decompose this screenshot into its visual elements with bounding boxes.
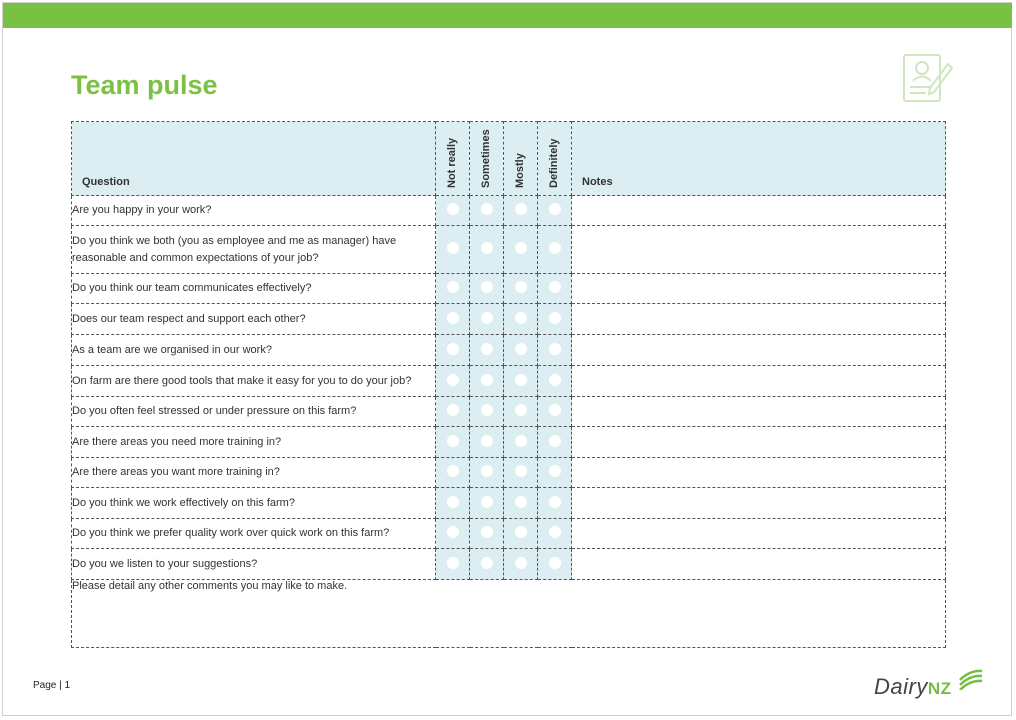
question-text: Are you happy in your work?: [72, 196, 436, 226]
mostly-radio[interactable]: [515, 281, 527, 293]
notes-cell[interactable]: [572, 196, 946, 226]
notes-cell[interactable]: [572, 366, 946, 397]
question-text: Do you think we work effectively on this farm?: [72, 488, 436, 519]
definitely-radio[interactable]: [549, 281, 561, 293]
mostly-radio[interactable]: [515, 343, 527, 355]
definitely-cell: [538, 458, 572, 488]
question-text: Do you think our team communicates effectively?: [72, 274, 436, 304]
mostly-radio[interactable]: [515, 465, 527, 477]
definitely-radio[interactable]: [549, 557, 561, 569]
definitely-radio[interactable]: [549, 496, 561, 508]
question-header: Question: [72, 122, 436, 196]
mostly-radio[interactable]: [515, 435, 527, 447]
not-really-cell: [436, 274, 470, 304]
definitely-cell: [538, 397, 572, 427]
table-row: [72, 335, 946, 366]
not-really-radio[interactable]: [447, 557, 459, 569]
not-really-cell: [436, 458, 470, 488]
notes-cell[interactable]: [572, 549, 946, 580]
definitely-radio[interactable]: [549, 203, 561, 215]
definitely-cell: [538, 549, 572, 580]
table-row: [72, 226, 946, 274]
notes-cell[interactable]: [572, 304, 946, 335]
not-really-cell: [436, 549, 470, 580]
page-label: Page |: [33, 680, 62, 691]
sometimes-radio[interactable]: [481, 526, 493, 538]
mostly-cell: [504, 304, 538, 335]
not-really-cell: [436, 366, 470, 397]
notes-cell[interactable]: [572, 226, 946, 274]
notes-cell[interactable]: [572, 427, 946, 458]
not-really-radio[interactable]: [447, 465, 459, 477]
notes-cell[interactable]: [572, 397, 946, 427]
document-person-icon: [900, 52, 956, 106]
not-really-radio[interactable]: [447, 312, 459, 324]
notes-cell[interactable]: [572, 458, 946, 488]
dairynz-logo: [874, 668, 986, 704]
sometimes-radio[interactable]: [481, 281, 493, 293]
definitely-radio[interactable]: [549, 404, 561, 416]
sometimes-radio[interactable]: [481, 312, 493, 324]
table-row: [72, 519, 946, 549]
sometimes-cell: [470, 397, 504, 427]
sometimes-cell: [470, 274, 504, 304]
definitely-radio[interactable]: [549, 312, 561, 324]
definitely-cell: [538, 519, 572, 549]
not-really-radio[interactable]: [447, 435, 459, 447]
sometimes-cell: [470, 549, 504, 580]
sometimes-radio[interactable]: [481, 496, 493, 508]
not-really-cell: [436, 519, 470, 549]
not-really-radio[interactable]: [447, 404, 459, 416]
question-text: Are there areas you need more training in?: [72, 427, 436, 458]
not-really-cell: [436, 397, 470, 427]
definitely-radio[interactable]: [549, 374, 561, 386]
notes-cell[interactable]: [572, 335, 946, 366]
table-row: [72, 304, 946, 335]
table-row: [72, 549, 946, 580]
mostly-radio[interactable]: [515, 557, 527, 569]
mostly-radio[interactable]: [515, 242, 527, 254]
mostly-cell: [504, 458, 538, 488]
logo-swoosh-icon: [958, 668, 984, 690]
definitely-cell: [538, 488, 572, 519]
sometimes-radio[interactable]: [481, 203, 493, 215]
mostly-cell: [504, 519, 538, 549]
sometimes-radio[interactable]: [481, 374, 493, 386]
question-text: Do you we listen to your suggestions?: [72, 549, 436, 580]
sometimes-radio[interactable]: [481, 435, 493, 447]
logo-text-accent: NZ: [927, 679, 952, 698]
mostly-cell: [504, 549, 538, 580]
sometimes-cell: [470, 226, 504, 274]
page-footer: [33, 680, 70, 691]
mostly-cell: [504, 366, 538, 397]
page-number: 1: [64, 680, 71, 691]
sometimes-radio[interactable]: [481, 465, 493, 477]
not-really-cell: [436, 196, 470, 226]
logo-text-main: Dairy: [874, 674, 928, 699]
not-really-radio[interactable]: [447, 281, 459, 293]
definitely-radio[interactable]: [549, 242, 561, 254]
sometimes-cell: [470, 196, 504, 226]
sometimes-radio[interactable]: [481, 557, 493, 569]
definitely-cell: [538, 226, 572, 274]
comments-row: [72, 580, 946, 648]
not-really-radio[interactable]: [447, 203, 459, 215]
mostly-cell: [504, 427, 538, 458]
not-really-cell: [436, 427, 470, 458]
not-really-radio[interactable]: [447, 526, 459, 538]
question-text: Do you often feel stressed or under pressure on this farm?: [72, 397, 436, 427]
question-text: Does our team respect and support each other?: [72, 304, 436, 335]
team-pulse-table: [71, 121, 946, 648]
notes-cell[interactable]: [572, 488, 946, 519]
mostly-cell: [504, 335, 538, 366]
definitely-cell: [538, 196, 572, 226]
sometimes-header: Sometimes: [470, 122, 504, 196]
sometimes-radio[interactable]: [481, 242, 493, 254]
mostly-cell: [504, 196, 538, 226]
question-text: As a team are we organised in our work?: [72, 335, 436, 366]
table-row: [72, 458, 946, 488]
mostly-cell: [504, 226, 538, 274]
comments-field[interactable]: [72, 580, 946, 648]
mostly-radio[interactable]: [515, 404, 527, 416]
table-row: [72, 427, 946, 458]
mostly-radio[interactable]: [515, 496, 527, 508]
sometimes-cell: [470, 304, 504, 335]
sometimes-cell: [470, 488, 504, 519]
sometimes-cell: [470, 335, 504, 366]
mostly-cell: [504, 274, 538, 304]
mostly-radio[interactable]: [515, 374, 527, 386]
not-really-cell: [436, 488, 470, 519]
table-header-row: [72, 122, 946, 196]
sometimes-cell: [470, 427, 504, 458]
not-really-cell: [436, 226, 470, 274]
not-really-radio[interactable]: [447, 242, 459, 254]
definitely-cell: [538, 274, 572, 304]
not-really-header: Not really: [436, 122, 470, 196]
not-really-cell: [436, 335, 470, 366]
definitely-cell: [538, 366, 572, 397]
table-row: [72, 366, 946, 397]
definitely-cell: [538, 427, 572, 458]
sometimes-radio[interactable]: [481, 343, 493, 355]
mostly-radio[interactable]: [515, 312, 527, 324]
table-row: [72, 397, 946, 427]
header-bar: [3, 3, 1012, 28]
sometimes-radio[interactable]: [481, 404, 493, 416]
definitely-cell: [538, 304, 572, 335]
table-row: [72, 274, 946, 304]
not-really-cell: [436, 304, 470, 335]
sometimes-cell: [470, 458, 504, 488]
question-text: Are there areas you want more training in?: [72, 458, 436, 488]
sometimes-cell: [470, 519, 504, 549]
mostly-header: Mostly: [504, 122, 538, 196]
not-really-radio[interactable]: [447, 374, 459, 386]
sometimes-cell: [470, 366, 504, 397]
definitely-header: Definitely: [538, 122, 572, 196]
definitely-cell: [538, 335, 572, 366]
table-row: [72, 196, 946, 226]
mostly-radio[interactable]: [515, 526, 527, 538]
question-text: Do you think we both (you as employee and me as manager) have reasonable and common expectations of your job?: [72, 226, 436, 274]
notes-cell[interactable]: [572, 274, 946, 304]
definitely-radio[interactable]: [549, 435, 561, 447]
definitely-radio[interactable]: [549, 465, 561, 477]
not-really-radio[interactable]: [447, 496, 459, 508]
not-really-radio[interactable]: [447, 343, 459, 355]
question-text: Do you think we prefer quality work over quick work on this farm?: [72, 519, 436, 549]
comments-prompt: Please detail any other comments you may like to make.: [72, 580, 348, 592]
mostly-cell: [504, 488, 538, 519]
mostly-cell: [504, 397, 538, 427]
table-row: [72, 488, 946, 519]
mostly-radio[interactable]: [515, 203, 527, 215]
definitely-radio[interactable]: [549, 343, 561, 355]
notes-cell[interactable]: [572, 519, 946, 549]
definitely-radio[interactable]: [549, 526, 561, 538]
notes-header: Notes: [572, 122, 946, 196]
question-text: On farm are there good tools that make it easy for you to do your job?: [72, 366, 436, 397]
page-title: Team pulse: [71, 70, 218, 100]
